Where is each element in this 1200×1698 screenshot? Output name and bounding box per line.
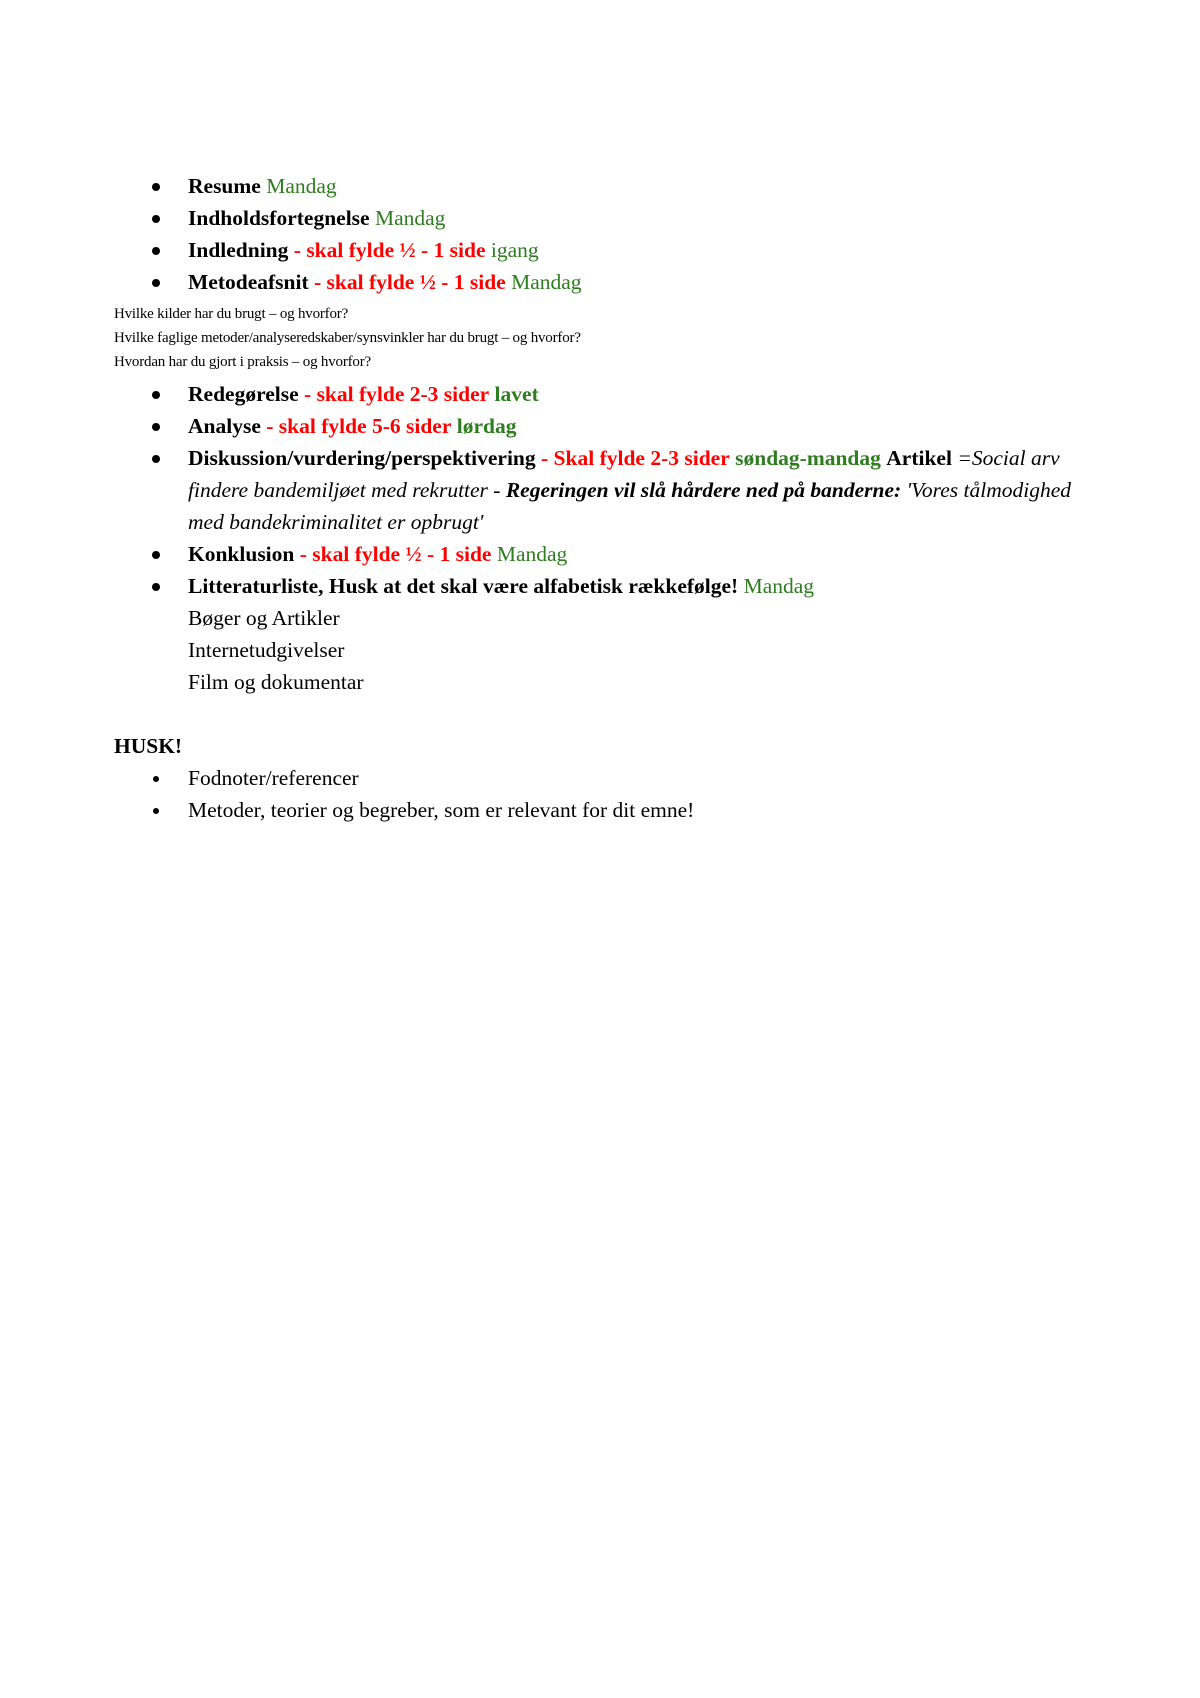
task-list-2 <box>0 378 1200 602</box>
item-day: Mandag <box>374 206 446 230</box>
bullet-icon <box>153 808 159 814</box>
bullet-icon <box>152 391 160 399</box>
item-day: Mandag <box>496 542 568 566</box>
list-item-literature <box>0 570 1200 602</box>
item-length: - Skal fylde 2-3 sider <box>535 446 730 470</box>
item-day: lørdag <box>456 414 517 438</box>
bullet-icon <box>152 247 160 255</box>
bullet-icon <box>152 455 160 463</box>
list-item <box>0 234 1200 266</box>
bullet-icon <box>152 423 160 431</box>
task-list-1 <box>0 170 1200 298</box>
bullet-icon <box>152 279 160 287</box>
question-line: Hvilke kilder har du brugt – og hvorfor? <box>114 306 349 322</box>
bullet-icon <box>152 183 160 191</box>
article-title: Regeringen vil slå hårdere ned på banderne: <box>505 478 902 502</box>
bullet-icon <box>152 551 160 559</box>
question-line: Hvilke faglige metoder/analyseredskaber/synsvinkler har du brugt – og hvorfor? <box>114 330 581 346</box>
item-title: Redegørelse <box>188 382 299 406</box>
list-item <box>0 170 1200 202</box>
item-title: Metodeafsnit <box>188 270 309 294</box>
list-item <box>0 378 1200 410</box>
item-title: Indholdsfortegnelse <box>188 206 370 230</box>
item-title: Resume <box>188 174 261 198</box>
article-note: =Social arv findere bandemiljøet med rekrutter - <box>188 446 1060 502</box>
item-day: igang <box>490 238 539 262</box>
article-label: Artikel <box>886 446 952 470</box>
bullet-icon <box>152 215 160 223</box>
literature-subitem: Bøger og Artikler <box>188 606 340 630</box>
literature-subitem: Film og dokumentar <box>188 670 364 694</box>
item-length: - skal fylde ½ - 1 side <box>288 238 486 262</box>
question-line: Hvordan har du gjort i praksis – og hvorfor? <box>114 354 371 370</box>
list-item <box>0 410 1200 442</box>
item-title: Indledning <box>188 238 289 262</box>
bullet-icon <box>152 583 160 591</box>
item-day: Mandag <box>266 174 337 198</box>
item-title: Analyse <box>188 414 261 438</box>
item-day: søndag-mandag <box>735 446 881 470</box>
item-length: - skal fylde 2-3 sider <box>298 382 490 406</box>
item-day: lavet <box>494 382 539 406</box>
item-title: Litteraturliste, Husk at det skal være alfabetisk rækkefølge! <box>188 574 739 598</box>
item-length: - skal fylde ½ - 1 side <box>294 542 492 566</box>
list-item <box>0 202 1200 234</box>
item-day: Mandag <box>511 270 582 294</box>
list-item <box>0 266 1200 298</box>
article-quote: 'Vores tålmodighed med bandekriminalitet er opbrugt' <box>188 478 1072 534</box>
list-item <box>0 538 1200 570</box>
list-item <box>0 762 1200 794</box>
item-day: Mandag <box>743 574 815 598</box>
list-item-discussion <box>0 442 1200 538</box>
bullet-icon <box>153 776 159 782</box>
item-title: Diskussion/vurdering/perspektivering <box>188 446 536 470</box>
item-length: - skal fylde 5-6 sider <box>260 414 452 438</box>
item-title: Konklusion <box>188 542 295 566</box>
husk-heading: HUSK! <box>114 734 183 758</box>
husk-item: Fodnoter/referencer <box>188 766 359 790</box>
list-item <box>0 794 1200 826</box>
husk-item: Metoder, teorier og begreber, som er relevant for dit emne! <box>188 798 695 822</box>
item-length: - skal fylde ½ - 1 side <box>308 270 506 294</box>
husk-list <box>0 762 1200 826</box>
literature-subitem: Internetudgivelser <box>188 638 345 662</box>
